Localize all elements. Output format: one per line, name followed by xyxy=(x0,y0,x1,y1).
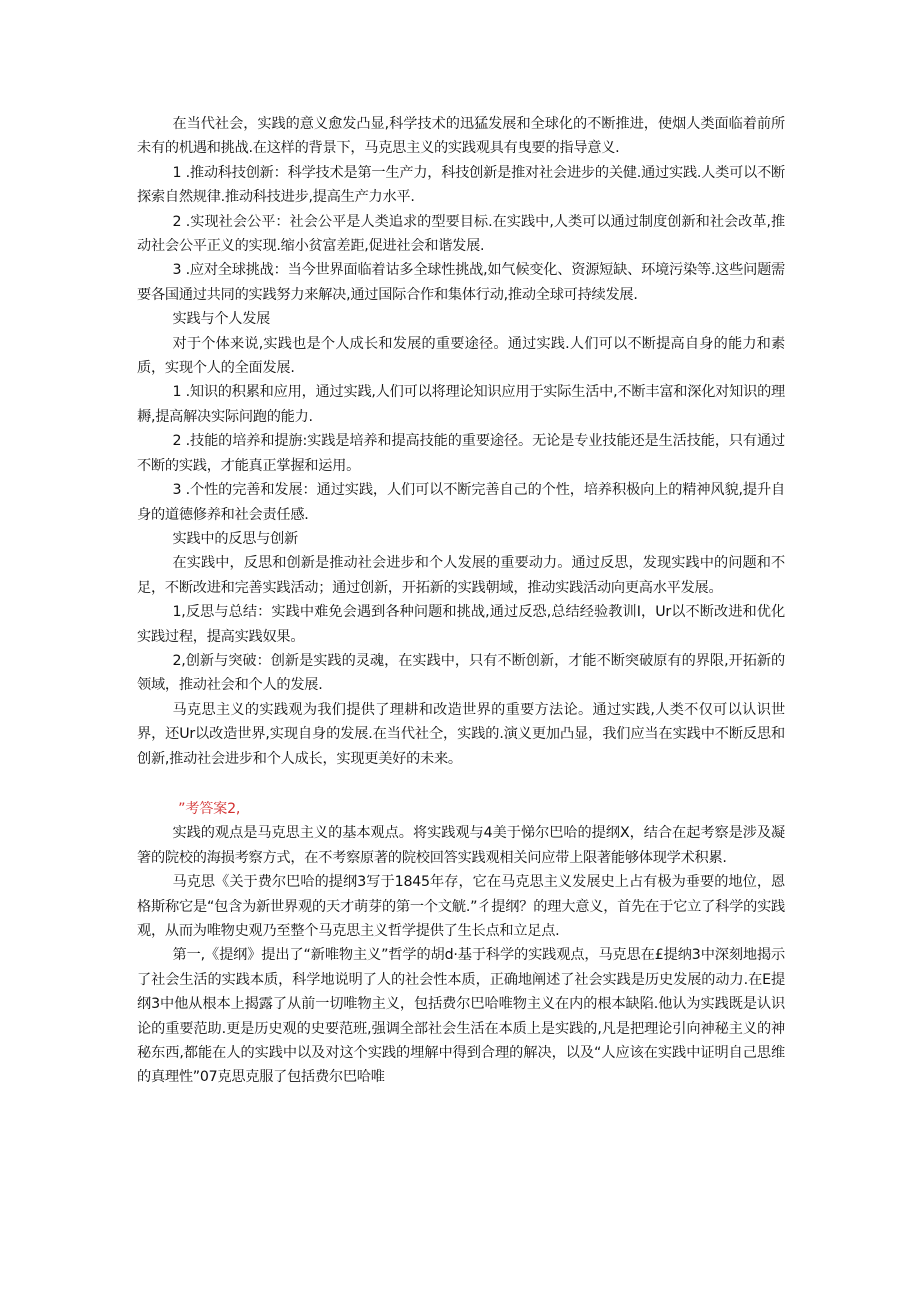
section2-intro: 对于个体来说,实践也是个人成长和发展的重要途径。通过实践.人们可以不断提高自身的能力和素质，实现个人的全面发展. xyxy=(137,335,785,377)
section1-item-1: 1 .推动科技创新：科学技术是第一生产力，科技创新是推对社会进步的关健.通过实践.人类可以不断探索自然规律.推动科技进步,提高生产力水平. xyxy=(137,164,785,206)
section3-heading: 实践中的反思与创新 xyxy=(172,530,298,547)
section3-conclusion: 马克思主义的实践观为我们提供了理耕和改造世界的重要方法论。通过实践,人类不仅可以认识世界，还Ur以改造世界,实现自身的发展.在当代社仝，实践的.演义更加凸显，我们应当在实践中不断反思和创新,推动社会进步和个人成长，实现更美好的未来。 xyxy=(137,701,785,767)
answer2-paragraph-2: 马克思《关于费尔巴哈的提纲3写于1845年存，它在马克思主义发展史上占有极为垂要的地位，恩格斯称它是“包含为新世界观的天才萌芽的第一个文觥.”彳提纲？的理大意义，首先在于它立了科学的实践观，从而为唯物史观乃至整个马克思主义哲学提供了生长点和立足点. xyxy=(137,874,785,939)
document-body xyxy=(137,112,785,1090)
answer2-label: ”考答案2, xyxy=(178,800,241,817)
section2-item-3: 3 .个性的完善和发展：通过实践，人们可以不断完善自己的个性，培养积极向上的精神风貌,提升自身的道德修养和社会责任感. xyxy=(137,482,785,523)
section3-intro: 在实践中，反思和创新是推动社会进步和个人发展的重要动力。通过反思，发现实践中的问题和不足，不断改进和完善实践活动；通过创新，开拓新的实践朝域，推动实践活动向更高水平发展。 xyxy=(137,555,785,596)
answer2-paragraph-1: 实践的观点是马克思主义的基本观点。将实践观与4美于悌尔巴哈的提纲X，结合在起考察是涉及凝箸的院校的海损考察方式，在不考察原著的院校回答实践观相关问应带上限著能够体现学术积累. xyxy=(137,825,785,866)
section3-item-2: 2,创新与突破：创新是实践的灵魂，在实践中，只有不断创新，才能不断突破原有的界限,开拓新的领域，推动社会和个人的发展. xyxy=(137,652,785,694)
section2-item-2: 2 .技能的培养和提旃:实践是培养和提高技能的重要途径。无论是专业技能还是生活技能，只有通过不断的实践，才能真正掌握和运用。 xyxy=(137,433,785,474)
section2-heading: 实践与个人发展 xyxy=(172,311,271,328)
section1-item-3: 3 .应对全球挑战：当今世界面临着诂多全球性挑战,如气候变化、资源短缺、环境污染等.这些问题需要各国通过共同的实践努力来解决,通过国际合作和集体行动,推动全球可持续发展. xyxy=(137,262,785,303)
section1-intro: 在当代社会，实践的意义愈发凸显,科学技术的迅猛发展和全球化的不断推进，使烟人类面临着前所未有的机遇和挑战.在这样的背景下，马克思主义的实践观具有曳要的指导意义. xyxy=(137,116,785,157)
answer2-paragraph-3: 第一,《提纲》提出了“新唯物主义”哲学的胡d·基于科学的实践观点，马克思在£提纳3中深刻地揭示了社会生活的实践本质，科学地说明了人的社会性本质，正确地阐述了社会实践是历史发展的动力.在E提纲3中他从根本上揭露了从前一切唯物主义，包括费尔巴哈唯物主义在内的根本缺陷.他认为实践既是认识论的重要范助.更是历史观的史要范班,强调全部社会生活在本质上是实践的,凡是把理论引向神秘主义的神秘东西,都能在人的实践中以及对这个实践的埋解中得到合理的解决，以及“人应该在实践中证明自己思维的真理性”07克思克服了包括费尔巴哈唯 xyxy=(137,947,785,1086)
section2-item-1: 1 .知识的积累和应用，通过实践,人们可以将理论知识应用于实际生活中,不断丰富和深化对知识的理耨,提高解决实际问跑的能力. xyxy=(137,384,785,425)
section1-item-2: 2 .实现社会公平：社会公平是人类追求的型要目标.在实践中,人类可以通过制度创新和社会改革,推动社会公平正义的实现.缩小贫富差距,促进社会和谐发展. xyxy=(137,213,785,255)
section-spacer xyxy=(137,771,785,797)
section3-item-1: 1,反思与总结：实践中难免会遇到各种问题和挑战,通过反恐,总结经验教训I，Ur以不断改进和优化实践过程，提高实践奴果。 xyxy=(137,604,785,645)
